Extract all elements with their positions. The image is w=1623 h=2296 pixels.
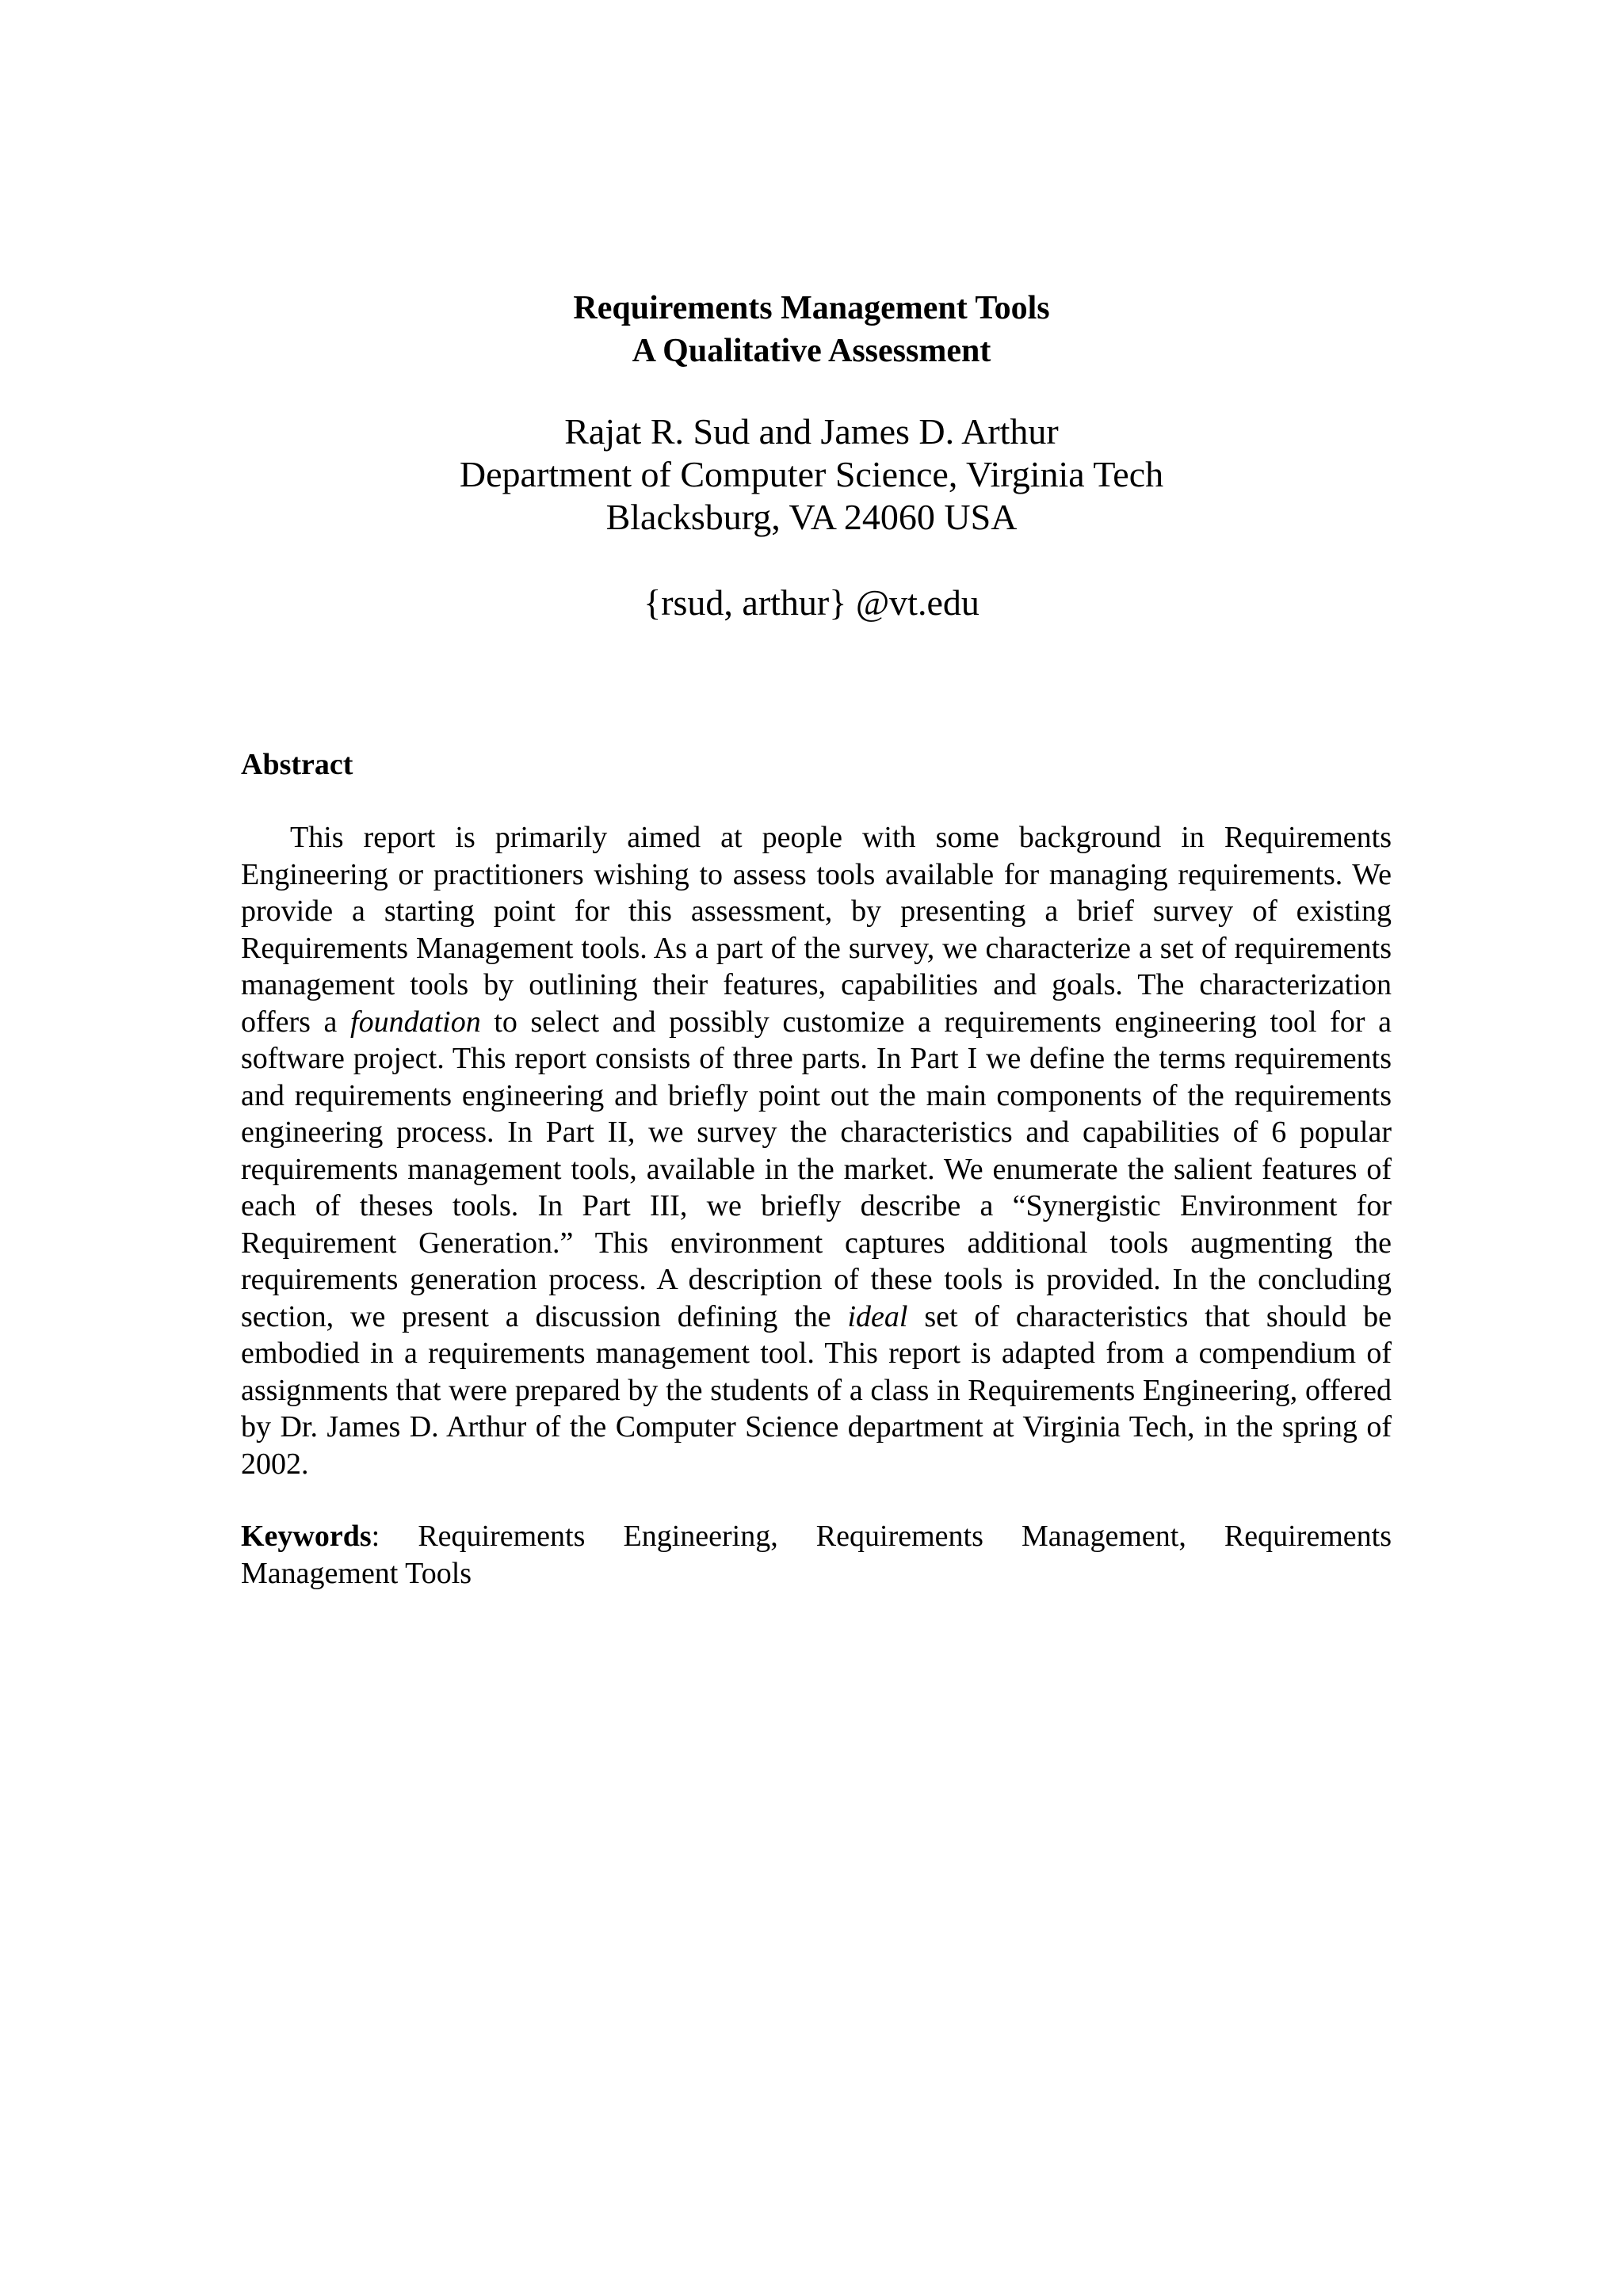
abstract-italic-ideal: ideal	[847, 1299, 908, 1333]
author-names: Rajat R. Sud and James D. Arthur	[564, 411, 1059, 452]
abstract-text-part-2: to select and possibly customize a requirements engineering tool for a software project. This report consists of three parts. In Part I we define the terms requirements and requirements engineering and briefly point out the main components of the requirements engineering process. In Part II, we survey the characteristics and capabilities of 6 popular requirements management tools, available in the market. We enumerate the salient features of each of theses tools. In Part III, we briefly describe a “Synergistic Environment for Requirement Generation.” This environment captures additional tools augmenting the requirements generation process. A description of these tools is provided. In the concluding section, we present a discussion defining the	[241, 1005, 1392, 1333]
abstract-text-part-1: This report is primarily aimed at people with some background in Requirements Engineering or practitioners wishing to assess tools available for managing requirements. We provide a starting point for this assessment, by presenting a brief survey of existing Requirements Management tools. As a part of the survey, we characterize a set of requirements management tools by outlining their features, capabilities and goals. The characterization offers a	[241, 821, 1392, 1039]
abstract-text-part-3: set of characteristics that should be embodied in a requirements management tool. This report is adapted from a compendium of assignments that were prepared by the students of a class in Requirements Engineering, offered by Dr. James D. Arthur of the Computer Science department at Virginia Tech, in the spring of 2002.	[241, 1299, 1392, 1481]
keywords-label: Keywords	[241, 1520, 372, 1553]
author-department: Department of Computer Science, Virginia Tech	[459, 454, 1164, 494]
author-location: Blacksburg, VA 24060 USA	[605, 497, 1018, 537]
author-email: {rsud, arthur} @vt.edu	[643, 582, 980, 623]
abstract-italic-foundation: foundation	[350, 1005, 481, 1039]
keywords-text: Requirements Engineering, Requirements Management, Requirements Management Tools	[241, 1520, 1392, 1590]
title-line-1: Requirements Management Tools	[573, 290, 1050, 326]
abstract-body	[241, 819, 1392, 1482]
keywords-separator: :	[371, 1520, 380, 1553]
title-line-2: A Qualitative Assessment	[632, 333, 991, 369]
abstract-heading: Abstract	[241, 748, 353, 781]
keywords-line	[241, 1518, 1392, 1592]
paper-title	[0, 287, 1623, 372]
author-block	[0, 410, 1623, 539]
